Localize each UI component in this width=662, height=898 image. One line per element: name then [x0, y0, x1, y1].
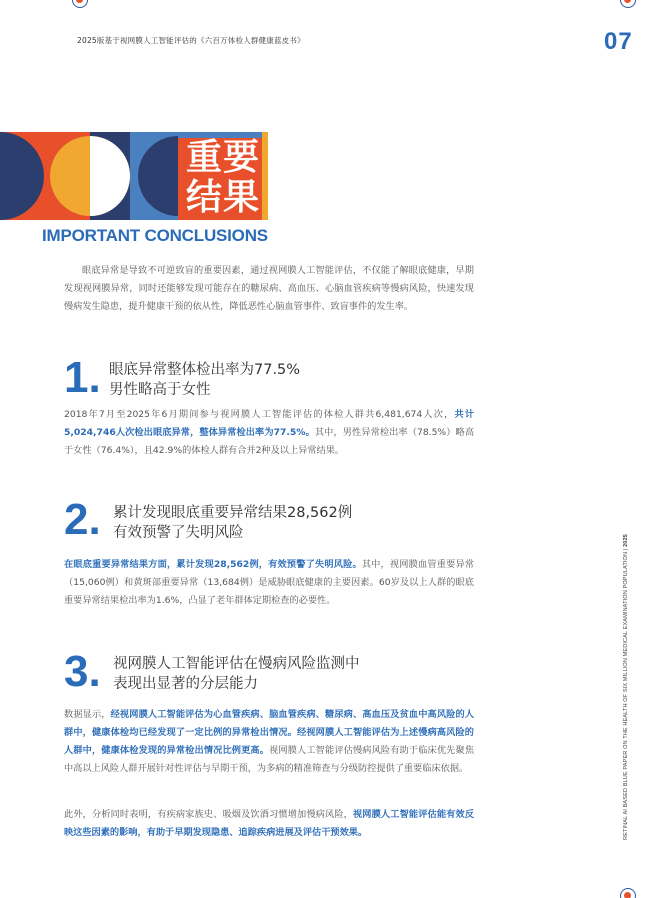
page-number: 07: [604, 28, 633, 55]
intro-paragraph: 眼底异常是导致不可逆致盲的重要因素，通过视网膜人工智能评估，不仅能了解眼底健康，早期发现视网膜异常，同时还能够发现可能存在的糖尿病、高血压、心脑血管疾病等慢病风险，快速发现慢病发生隐患，提升健康干预的依从性，降低恶性心脑血管事件、致盲事件的发生率。: [64, 265, 474, 312]
side-caption-separator: |: [623, 548, 629, 551]
body-text: 视网膜人工智能评估慢病风险有助于临床优先聚焦中高以上风险人群开展针对性评估与早期干预，为多病的精准筛查与分级防控提供了重要临床依据。: [64, 745, 475, 774]
banner-subtitle: IMPORTANT CONCLUSIONS: [42, 226, 268, 245]
section-title-line: 表现出显著的分层能力: [113, 676, 258, 692]
section-title-line: 眼底异常整体检出率为77.5%: [109, 362, 301, 378]
section-title: [113, 654, 360, 694]
section-number: 3.: [64, 647, 101, 696]
section-title-line: 有效预警了失明风险: [113, 525, 244, 541]
section-title-line: 视网膜人工智能评估在慢病风险监测中: [113, 656, 360, 672]
section-number: 1.: [64, 353, 101, 402]
side-caption-text: RETINAL AI BASED BLUE PAPER ON THE HEALTH OF SIX MILLION MEDICAL EXAMINATION POPULATION: [623, 551, 629, 840]
side-caption-year: 2025: [623, 534, 629, 547]
body-text: 2018年7月至2025年6月期间参与视网膜人工智能评估的体检人群共6,481,674人次，: [64, 409, 455, 420]
registration-mark-icon: [620, 0, 636, 8]
body-text: 数据显示，: [64, 709, 111, 720]
section-title: [109, 360, 300, 400]
section-body: [64, 806, 474, 842]
body-text: 其中，男性异常检出率（78.5%）略高于女性（76.4%），且42.9%的体检人群有合并2种及以上异常结果。: [64, 427, 475, 456]
body-text: 其中，视网膜血管重要异常（15,060例）和黄斑部重要异常（13,684例）是威胁眼底健康的主要因素。60岁及以上人群的眼底重要异常结果检出率为1.6%，凸显了老年群体定期检查的必要性。: [64, 559, 475, 606]
section-title-line: 男性略高于女性: [109, 382, 211, 398]
registration-mark-icon: [620, 888, 636, 898]
body-highlight: 共计5,024,746人次检出眼底异常，整体异常检出率为77.5%。: [64, 409, 475, 438]
side-caption: [623, 534, 629, 840]
header-title: 2025版基于视网膜人工智能评估的《六百万体检人群健康蓝皮书》: [77, 36, 305, 45]
banner-title-line: 结果: [186, 177, 261, 218]
banner-title: [186, 138, 266, 218]
section-body: [64, 706, 474, 778]
section-title: [113, 503, 352, 543]
body-highlight: 在眼底重要异常结果方面，累计发现28,562例，有效预警了失明风险。: [64, 559, 362, 570]
section-title-line: 累计发现眼底重要异常结果28,562例: [113, 505, 353, 521]
section-number: 2.: [64, 495, 101, 544]
banner-title-line: 重要: [186, 137, 261, 178]
registration-mark-icon: [72, 0, 88, 8]
body-highlight: 经视网膜人工智能评估为心血管疾病、脑血管疾病、糖尿病、高血压及贫血中高风险的人群中，健康体检均已经发现了一定比例的异常检出情况。经视网膜人工智能评估为上述慢病高风险的人群中，健康体检发现的异常检出情况比例更高。: [64, 709, 475, 756]
body-highlight: 视网膜人工智能评估能有效反映这些因素的影响，有助于早期发现隐患、追踪疾病进展及评估干预效果。: [64, 809, 475, 838]
section-body: [64, 406, 474, 460]
section-body: [64, 556, 474, 610]
body-text: 此外，分析同时表明，有疾病家族史、吸烟及饮酒习惯增加慢病风险，: [64, 809, 353, 820]
